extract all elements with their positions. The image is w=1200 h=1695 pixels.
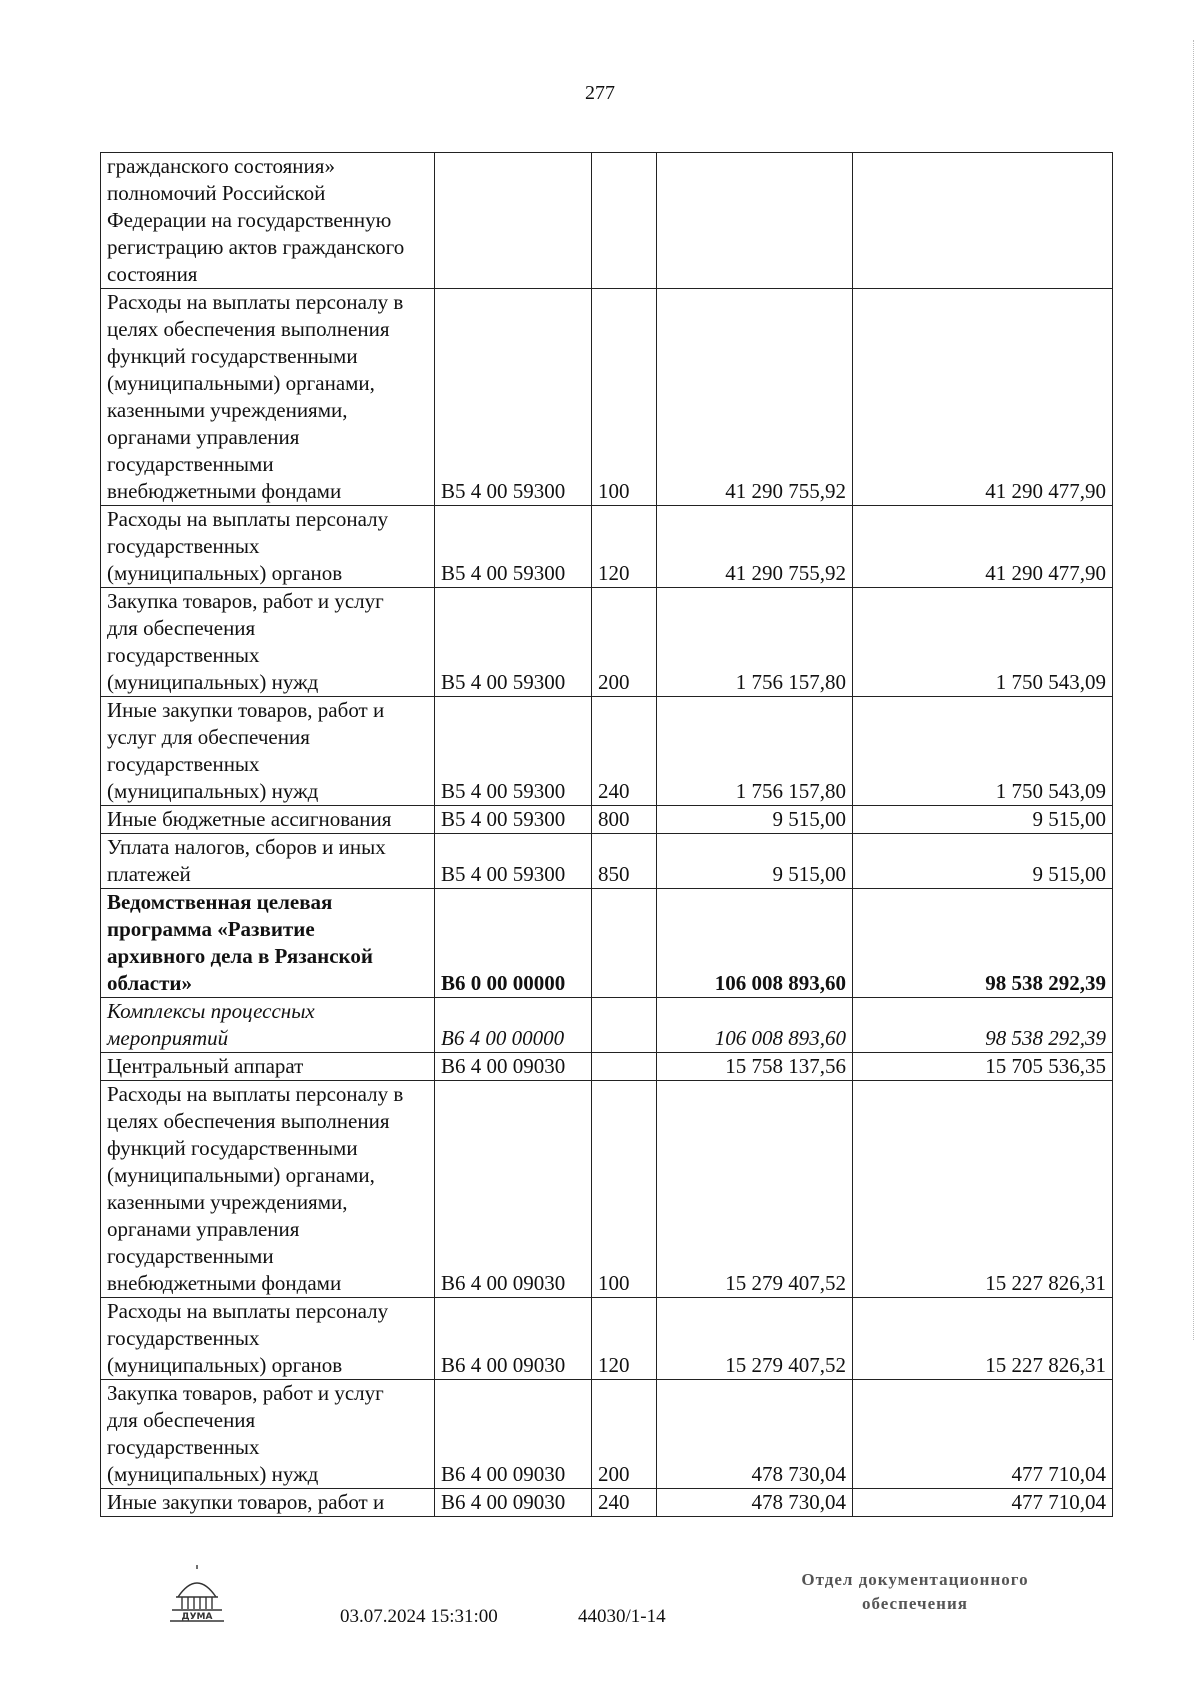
cell-target-code: В6 4 00 09030 bbox=[435, 1298, 592, 1380]
cell-expense-type: 850 bbox=[592, 834, 657, 889]
cell-amount-2: 41 290 477,90 bbox=[853, 289, 1113, 506]
table-row bbox=[101, 588, 1113, 697]
stamp-line-2: обеспечения bbox=[862, 1594, 968, 1613]
table-row bbox=[101, 506, 1113, 588]
cell-amount-2 bbox=[853, 153, 1113, 289]
cell-amount-2: 9 515,00 bbox=[853, 834, 1113, 889]
cell-amount-2: 15 227 826,31 bbox=[853, 1081, 1113, 1298]
page-number: 277 bbox=[585, 82, 615, 104]
cell-name: гражданского состояния» полномочий Российской Федерации на государственную регистрацию актов гражданского состояния bbox=[101, 153, 435, 289]
cell-expense-type bbox=[592, 1053, 657, 1081]
table-row bbox=[101, 889, 1113, 998]
cell-expense-type: 240 bbox=[592, 697, 657, 806]
cell-target-code: В6 4 00 09030 bbox=[435, 1380, 592, 1489]
footer-date: 03.07.2024 15:31:00 bbox=[340, 1606, 498, 1627]
cell-expense-type: 200 bbox=[592, 1380, 657, 1489]
stamp-line-1: Отдел документационного bbox=[801, 1570, 1029, 1589]
cell-amount-2: 15 227 826,31 bbox=[853, 1298, 1113, 1380]
cell-amount-1: 41 290 755,92 bbox=[657, 506, 853, 588]
cell-amount-1: 15 279 407,52 bbox=[657, 1081, 853, 1298]
emblem-text: ДУМА bbox=[181, 1612, 213, 1622]
cell-expense-type bbox=[592, 998, 657, 1053]
cell-amount-2: 477 710,04 bbox=[853, 1380, 1113, 1489]
table-row bbox=[101, 834, 1113, 889]
cell-amount-1: 106 008 893,60 bbox=[657, 998, 853, 1053]
cell-name: Уплата налогов, сборов и иных платежей bbox=[101, 834, 435, 889]
cell-target-code bbox=[435, 153, 592, 289]
cell-amount-1: 1 756 157,80 bbox=[657, 588, 853, 697]
cell-expense-type: 100 bbox=[592, 1081, 657, 1298]
table-row bbox=[101, 998, 1113, 1053]
cell-name: Расходы на выплаты персоналу государственных (муниципальных) органов bbox=[101, 506, 435, 588]
cell-target-code: В5 4 00 59300 bbox=[435, 834, 592, 889]
cell-name: Расходы на выплаты персоналу в целях обеспечения выполнения функций государственными (муниципальными) органами, казенными учреждениями, органами управления государственными внебюджетными фондами bbox=[101, 1081, 435, 1298]
footer-doc-number: 44030/1-14 bbox=[578, 1606, 666, 1627]
budget-table bbox=[100, 152, 1113, 1517]
table-row bbox=[101, 1081, 1113, 1298]
scan-edge-artifact bbox=[1190, 40, 1194, 1340]
cell-amount-1: 478 730,04 bbox=[657, 1489, 853, 1517]
cell-name: Ведомственная целевая программа «Развитие архивного дела в Рязанской области» bbox=[101, 889, 435, 998]
cell-expense-type: 200 bbox=[592, 588, 657, 697]
budget-table-body bbox=[101, 153, 1113, 1517]
table-row bbox=[101, 153, 1113, 289]
table-row bbox=[101, 1489, 1113, 1517]
cell-target-code: В6 0 00 00000 bbox=[435, 889, 592, 998]
cell-amount-1: 478 730,04 bbox=[657, 1380, 853, 1489]
table-row bbox=[101, 1380, 1113, 1489]
cell-target-code: В6 4 00 09030 bbox=[435, 1081, 592, 1298]
cell-amount-1: 106 008 893,60 bbox=[657, 889, 853, 998]
cell-name: Иные бюджетные ассигнования bbox=[101, 806, 435, 834]
cell-target-code: В5 4 00 59300 bbox=[435, 289, 592, 506]
cell-amount-1: 9 515,00 bbox=[657, 806, 853, 834]
cell-name: Расходы на выплаты персоналу в целях обеспечения выполнения функций государственными (муниципальными) органами, казенными учреждениями, органами управления государственными внебюджетными фондами bbox=[101, 289, 435, 506]
cell-amount-2: 41 290 477,90 bbox=[853, 506, 1113, 588]
cell-amount-1 bbox=[657, 153, 853, 289]
cell-target-code: В6 4 00 00000 bbox=[435, 998, 592, 1053]
cell-amount-1: 15 758 137,56 bbox=[657, 1053, 853, 1081]
cell-expense-type: 120 bbox=[592, 1298, 657, 1380]
cell-amount-2: 9 515,00 bbox=[853, 806, 1113, 834]
cell-target-code: В5 4 00 59300 bbox=[435, 697, 592, 806]
cell-expense-type: 240 bbox=[592, 1489, 657, 1517]
cell-amount-1: 9 515,00 bbox=[657, 834, 853, 889]
table-row bbox=[101, 806, 1113, 834]
cell-target-code: В6 4 00 09030 bbox=[435, 1489, 592, 1517]
cell-target-code: В5 4 00 59300 bbox=[435, 806, 592, 834]
cell-expense-type: 800 bbox=[592, 806, 657, 834]
cell-expense-type: 100 bbox=[592, 289, 657, 506]
cell-amount-1: 1 756 157,80 bbox=[657, 697, 853, 806]
cell-target-code: В6 4 00 09030 bbox=[435, 1053, 592, 1081]
cell-name: Центральный аппарат bbox=[101, 1053, 435, 1081]
table-row bbox=[101, 289, 1113, 506]
cell-amount-2: 15 705 536,35 bbox=[853, 1053, 1113, 1081]
cell-amount-2: 1 750 543,09 bbox=[853, 588, 1113, 697]
cell-name: Закупка товаров, работ и услуг для обеспечения государственных (муниципальных) нужд bbox=[101, 1380, 435, 1489]
cell-name: Закупка товаров, работ и услуг для обеспечения государственных (муниципальных) нужд bbox=[101, 588, 435, 697]
cell-name: Иные закупки товаров, работ и bbox=[101, 1489, 435, 1517]
cell-expense-type bbox=[592, 889, 657, 998]
cell-target-code: В5 4 00 59300 bbox=[435, 588, 592, 697]
cell-amount-1: 41 290 755,92 bbox=[657, 289, 853, 506]
table-row bbox=[101, 1053, 1113, 1081]
cell-amount-1: 15 279 407,52 bbox=[657, 1298, 853, 1380]
cell-target-code: В5 4 00 59300 bbox=[435, 506, 592, 588]
cell-name: Иные закупки товаров, работ и услуг для обеспечения государственных (муниципальных) нужд bbox=[101, 697, 435, 806]
cell-amount-2: 98 538 292,39 bbox=[853, 889, 1113, 998]
department-stamp bbox=[765, 1568, 1065, 1616]
cell-name: Расходы на выплаты персоналу государственных (муниципальных) органов bbox=[101, 1298, 435, 1380]
cell-expense-type: 120 bbox=[592, 506, 657, 588]
cell-amount-2: 1 750 543,09 bbox=[853, 697, 1113, 806]
table-row bbox=[101, 1298, 1113, 1380]
cell-expense-type bbox=[592, 153, 657, 289]
cell-name: Комплексы процессных мероприятий bbox=[101, 998, 435, 1053]
table-row bbox=[101, 697, 1113, 806]
cell-amount-2: 477 710,04 bbox=[853, 1489, 1113, 1517]
cell-amount-2: 98 538 292,39 bbox=[853, 998, 1113, 1053]
duma-emblem-icon bbox=[168, 1563, 226, 1625]
